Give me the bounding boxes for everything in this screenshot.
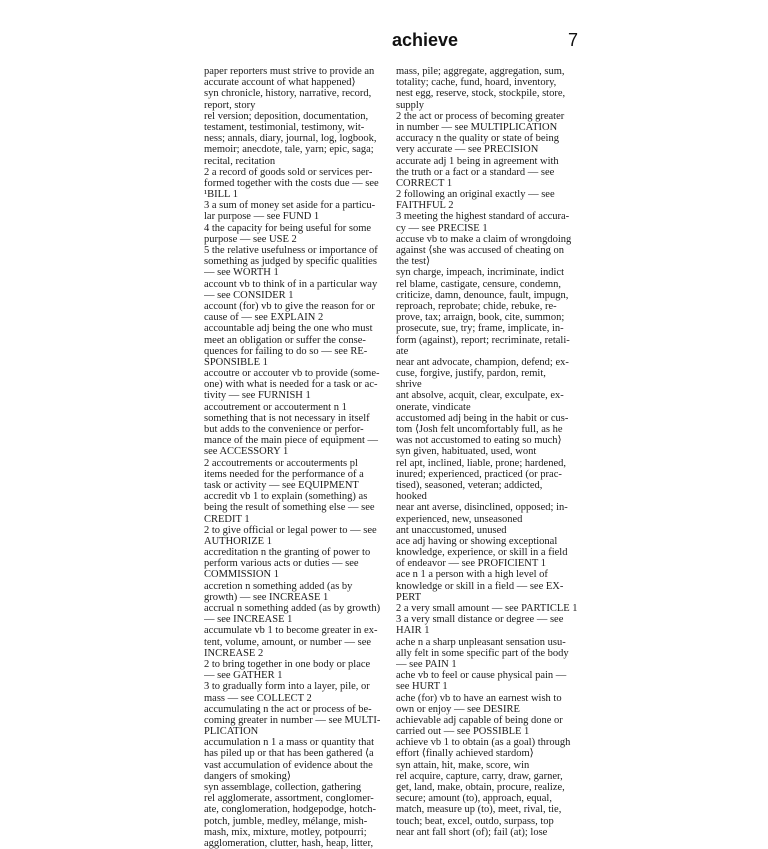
- dictionary-line: experienced, new, unseasoned: [396, 513, 523, 525]
- dictionary-line: shrive: [396, 379, 422, 391]
- dictionary-line: FAITHFUL 2: [396, 200, 454, 212]
- dictionary-line: supply: [396, 99, 425, 111]
- dictionary-line: accuracy n the quality or state of being: [396, 133, 559, 145]
- dictionary-line: accredit vb 1 to explain (something) as: [204, 491, 368, 503]
- dictionary-line: cy — see PRECISE 1: [396, 222, 488, 234]
- dictionary-line: ace n 1 a person with a high level of: [396, 569, 548, 581]
- dictionary-line: ness; annals, diary, journal, log, logbook,: [204, 133, 377, 145]
- dictionary-line: syn chronicle, history, narrative, record,: [204, 88, 372, 100]
- dictionary-line: agglomeration, clutter, hash, heap, litter,: [204, 837, 374, 849]
- dictionary-line: prosecute, sue, try; frame, implicate, in-: [396, 323, 564, 335]
- dictionary-line: perform various acts or duties — see: [204, 558, 359, 570]
- dictionary-line: CREDIT 1: [204, 513, 250, 525]
- dictionary-line: accurate adj 1 being in agreement with: [396, 155, 559, 167]
- dictionary-line: reproach, reprobate; chide, rebuke, re-: [396, 300, 557, 312]
- dictionary-line: effort ⟨finally achieved stardom⟩: [396, 748, 534, 760]
- dictionary-line: ace adj having or showing exceptional: [396, 535, 558, 547]
- dictionary-line: paper reporters must strive to provide an: [204, 66, 375, 77]
- dictionary-line: 2 accoutrements or accouterments pl: [204, 457, 358, 469]
- dictionary-line: syn attain, hit, make, score, win: [396, 759, 530, 771]
- dictionary-line: in number — see MULTIPLICATION: [396, 121, 558, 133]
- dictionary-line: ate, conglomeration, hodgepodge, hotch-: [204, 804, 377, 816]
- dictionary-line: tivity — see FURNISH 1: [204, 390, 311, 402]
- dictionary-line: ant unaccustomed, unused: [396, 524, 507, 536]
- dictionary-line: accrual n something added (as by growth): [204, 603, 381, 614]
- dictionary-line: one) with what is needed for a task or ac-: [204, 379, 378, 391]
- dictionary-line: tent, volume, amount, or number — see: [204, 636, 372, 648]
- dictionary-line: SPONSIBLE 1: [204, 356, 268, 368]
- dictionary-line: nest egg, reserve, stock, stockpile, store,: [396, 88, 566, 100]
- dictionary-line: match, measure up (to), meet, rival, tie,: [396, 804, 562, 816]
- dictionary-line: recital, recitation: [204, 155, 276, 167]
- dictionary-line: INCREASE 2: [204, 647, 264, 659]
- dictionary-line: mass, pile; aggregate, aggregation, sum,: [396, 66, 565, 77]
- dictionary-line: accumulation n 1 a mass or quantity that: [204, 737, 374, 749]
- dictionary-line: has piled up or that has been gathered ⟨a: [204, 748, 374, 760]
- dictionary-line: 3 to gradually form into a layer, pile, or: [204, 681, 370, 693]
- dictionary-line: near ant fall short (of); fail (at); lose: [396, 826, 548, 838]
- dictionary-line: cuse, forgive, justify, pardon, remit,: [396, 368, 546, 380]
- dictionary-line: quences for failing to do so — see RE-: [204, 345, 368, 357]
- dictionary-line: own or enjoy — see DESIRE: [396, 703, 520, 715]
- left-column: [204, 66, 389, 849]
- dictionary-line: accumulate vb 1 to become greater in ex-: [204, 625, 378, 637]
- dictionary-line: accustomed adj being in the habit or cus-: [396, 412, 569, 424]
- dictionary-line: was not accustomed to eating so much⟩: [396, 435, 562, 447]
- dictionary-line: criticize, damn, denounce, fault, impugn,: [396, 289, 569, 301]
- dictionary-line: items needed for the performance of a: [204, 468, 364, 480]
- dictionary-line: vast accumulation of evidence about the: [204, 759, 373, 771]
- dictionary-line: 3 a very small distance or degree — see: [396, 614, 564, 626]
- dictionary-line: but adds to the convenience or perfor-: [204, 424, 364, 435]
- dictionary-line: — see PAIN 1: [396, 658, 457, 670]
- dictionary-line: the test⟩: [396, 256, 431, 268]
- dictionary-line: mash, mix, mixture, motley, potpourri;: [204, 826, 367, 838]
- dictionary-line: ache (for) vb to have an earnest wish to: [396, 692, 562, 704]
- dictionary-line: rel acquire, capture, carry, draw, garner,: [396, 770, 563, 782]
- dictionary-line: — see GATHER 1: [204, 670, 283, 682]
- dictionary-line: 3 meeting the highest standard of accura-: [396, 211, 570, 223]
- dictionary-line: accuse vb to make a claim of wrongdoing: [396, 233, 572, 245]
- dictionary-line: being the result of something else — see: [204, 502, 375, 514]
- dictionary-line: form (against), report; recriminate, retali-: [396, 334, 570, 346]
- dictionary-line: lar purpose — see FUND 1: [204, 211, 320, 223]
- dictionary-line: totality; cache, fund, hoard, inventory,: [396, 77, 557, 89]
- dictionary-line: COMMISSION 1: [204, 569, 279, 581]
- dictionary-line: PLICATION: [204, 726, 259, 738]
- dictionary-line: account (for) vb to give the reason for or: [204, 300, 375, 312]
- dictionary-line: 2 a very small amount — see PARTICLE 1: [396, 603, 578, 614]
- dictionary-line: 2 the act or process of becoming greater: [396, 110, 565, 122]
- dictionary-line: growth) — see INCREASE 1: [204, 591, 329, 603]
- dictionary-line: something that is not necessary in itself: [204, 412, 370, 424]
- dictionary-line: 5 the relative usefulness or importance of: [204, 245, 378, 256]
- page-number: 7: [567, 30, 578, 50]
- dictionary-line: onerate, vindicate: [396, 401, 471, 413]
- dictionary-line: — see WORTH 1: [204, 267, 279, 279]
- dictionary-line: achieve vb 1 to obtain (as a goal) through: [396, 737, 571, 749]
- dictionary-line: syn charge, impeach, incriminate, indict: [396, 267, 565, 279]
- dictionary-line: achievable adj capable of being done or: [396, 714, 563, 726]
- dictionary-line: 2 to give official or legal power to — see: [204, 524, 377, 536]
- dictionary-line: ache n a sharp unpleasant sensation usu-: [396, 636, 566, 648]
- dictionary-line: ant absolve, acquit, clear, exculpate, ex-: [396, 390, 564, 402]
- dictionary-line: account vb to think of in a particular way: [204, 278, 378, 290]
- dictionary-line: near ant averse, disinclined, opposed; in-: [396, 502, 568, 514]
- dictionary-line: formed together with the costs due — see: [204, 177, 379, 189]
- page-header: [0, 30, 578, 56]
- dictionary-line: tom ⟨Josh felt uncomfortably full, as he: [396, 424, 563, 435]
- dictionary-line: of endeavor — see PROFICIENT 1: [396, 558, 546, 570]
- dictionary-line: 2 a record of goods sold or services per-: [204, 166, 373, 178]
- dictionary-line: task or activity — see EQUIPMENT: [204, 479, 359, 491]
- dictionary-line: report, story: [204, 99, 256, 111]
- guide-word: achieve: [391, 30, 458, 50]
- dictionary-line: coming greater in number — see MULTI-: [204, 714, 381, 726]
- dictionary-line: touch; beat, excel, outdo, surpass, top: [396, 815, 554, 827]
- dictionary-line: secure; amount (to), approach, equal,: [396, 793, 552, 805]
- dictionary-line: meet an obligation or suffer the conse-: [204, 334, 366, 346]
- dictionary-line: inured; experienced, practiced (or prac-: [396, 468, 562, 480]
- dictionary-line: ate: [396, 345, 409, 357]
- dictionary-line: PERT: [396, 591, 422, 603]
- dictionary-line: 4 the capacity for being useful for some: [204, 222, 372, 234]
- dictionary-line: rel agglomerate, assortment, conglomer-: [204, 793, 374, 805]
- dictionary-line: 3 a sum of money set aside for a particu-: [204, 200, 376, 212]
- dictionary-line: accreditation n the granting of power to: [204, 547, 371, 559]
- dictionary-line: 2 following an original exactly — see: [396, 189, 555, 201]
- dictionary-line: ally felt in some specific part of the body: [396, 647, 569, 659]
- dictionary-line: testament, testimonial, testimony, wit-: [204, 121, 365, 133]
- dictionary-line: prove, tax; arraign, book, cite, summon;: [396, 312, 565, 324]
- dictionary-line: HAIR 1: [396, 625, 430, 637]
- dictionary-line: knowledge, experience, or skill in a field: [396, 547, 568, 559]
- dictionary-line: against ⟨she was accused of cheating on: [396, 245, 564, 256]
- dictionary-line: purpose — see USE 2: [204, 233, 297, 245]
- dictionary-line: ¹BILL 1: [204, 189, 238, 201]
- dictionary-line: syn assemblage, collection, gathering: [204, 782, 362, 793]
- dictionary-line: mass — see COLLECT 2: [204, 692, 312, 704]
- dictionary-line: syn given, habituated, used, wont: [396, 446, 537, 458]
- dictionary-line: something as judged by specific qualities: [204, 256, 377, 268]
- dictionary-line: accoutrement or accouterment n 1: [204, 401, 347, 413]
- dictionary-line: ache vb to feel or cause physical pain —: [396, 670, 567, 682]
- dictionary-line: see ACCESSORY 1: [204, 446, 289, 458]
- dictionary-line: see HURT 1: [396, 681, 448, 693]
- dictionary-line: accoutre or accouter vb to provide (some-: [204, 368, 380, 380]
- dictionary-line: rel apt, inclined, liable, prone; hardened,: [396, 457, 566, 469]
- dictionary-line: the truth or a fact or a standard — see: [396, 166, 555, 178]
- dictionary-line: potch, jumble, medley, mélange, mish-: [204, 815, 368, 827]
- dictionary-line: AUTHORIZE 1: [204, 535, 272, 547]
- dictionary-line: accretion n something added (as by: [204, 580, 353, 592]
- dictionary-line: rel blame, castigate, censure, condemn,: [396, 278, 562, 290]
- dictionary-line: — see INCREASE 1: [204, 614, 293, 626]
- dictionary-line: very accurate — see PRECISION: [396, 144, 539, 156]
- dictionary-line: hooked: [396, 491, 427, 503]
- dictionary-line: cause of — see EXPLAIN 2: [204, 312, 324, 324]
- dictionary-line: carried out — see POSSIBLE 1: [396, 726, 530, 738]
- dictionary-line: rel version; deposition, documentation,: [204, 110, 369, 122]
- dictionary-line: near ant advocate, champion, defend; ex-: [396, 356, 569, 368]
- dictionary-line: tised), seasoned, veteran; addicted,: [396, 479, 543, 491]
- dictionary-line: 2 to bring together in one body or place: [204, 658, 371, 670]
- dictionary-line: knowledge or skill in a field — see EX-: [396, 580, 564, 592]
- right-column: [396, 66, 581, 838]
- dictionary-line: — see CONSIDER 1: [204, 289, 294, 301]
- dictionary-line: accountable adj being the one who must: [204, 323, 373, 335]
- dictionary-line: memoir; anecdote, tale, yarn; epic, saga;: [204, 144, 374, 156]
- dictionary-line: accumulating n the act or process of be-: [204, 703, 372, 715]
- dictionary-line: CORRECT 1: [396, 177, 453, 189]
- dictionary-line: accurate account of what happened⟩: [204, 77, 356, 89]
- dictionary-line: mance of the main piece of equipment —: [204, 435, 379, 447]
- dictionary-line: dangers of smoking⟩: [204, 770, 291, 782]
- dictionary-line: get, land, make, obtain, procure, realize,: [396, 782, 565, 793]
